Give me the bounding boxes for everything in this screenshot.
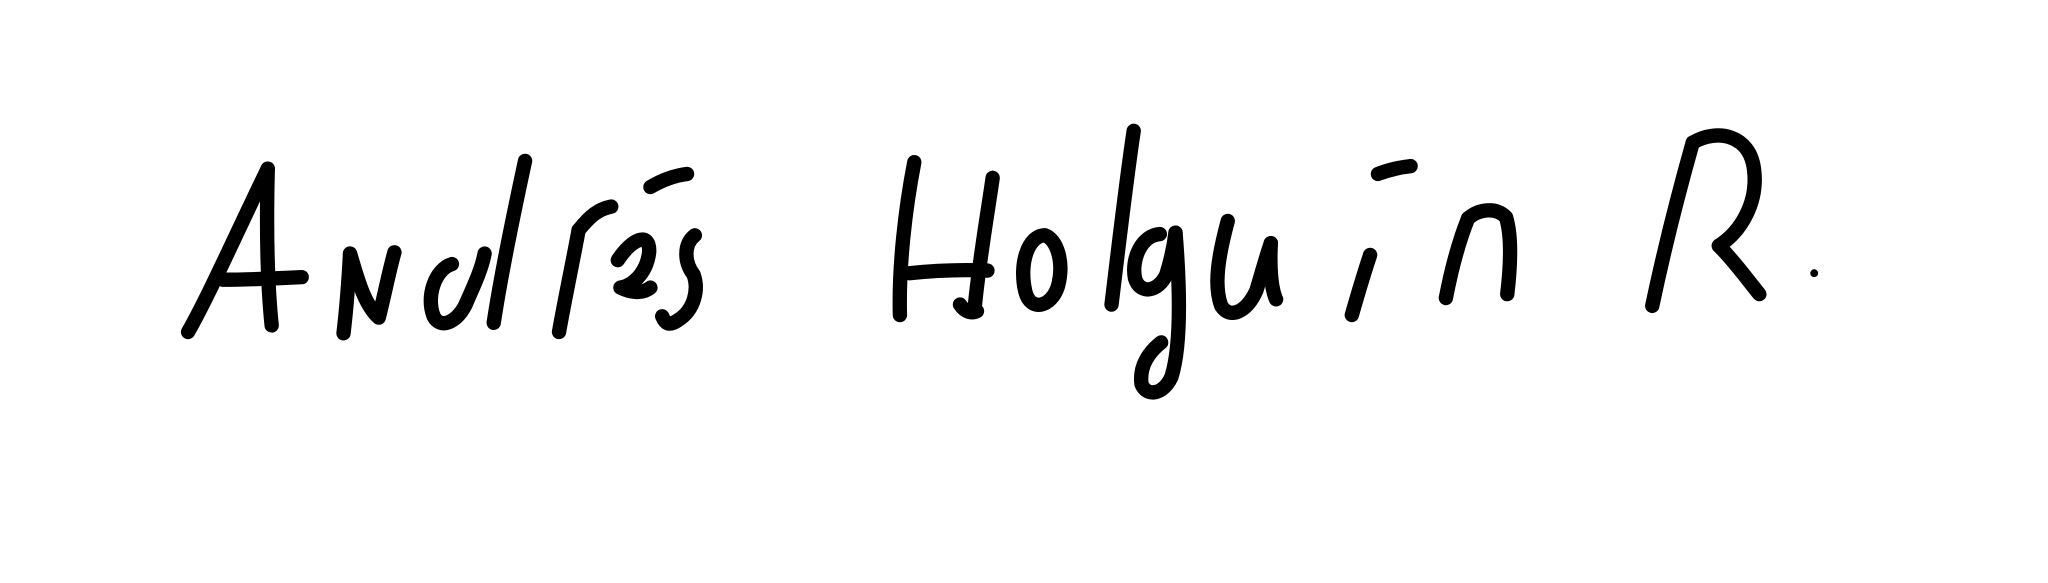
signature-word-r-initial [1652, 135, 1818, 305]
signature-strokes [188, 131, 1818, 393]
signature-word-andres [188, 161, 696, 333]
signature-word-holguin [900, 131, 1510, 393]
